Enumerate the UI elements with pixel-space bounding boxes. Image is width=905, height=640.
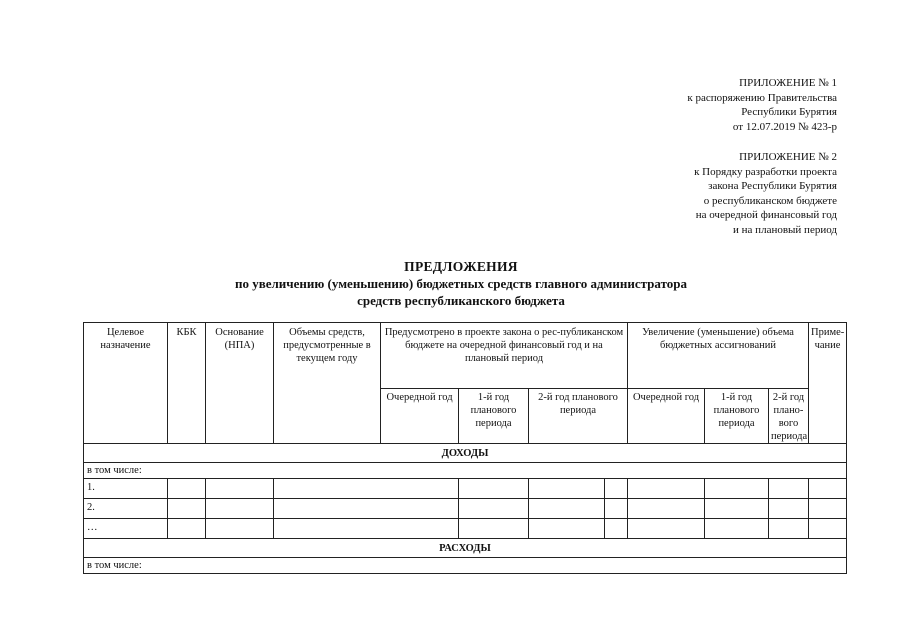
table-cell bbox=[459, 519, 529, 539]
header-planned-year-1: 1-й год планового периода bbox=[459, 389, 529, 444]
header-change-next-year: Очередной год bbox=[628, 389, 705, 444]
section-income: ДОХОДЫ bbox=[84, 444, 847, 463]
table-row bbox=[84, 499, 847, 519]
table-cell bbox=[274, 519, 459, 539]
table-cell bbox=[529, 479, 605, 499]
table-cell bbox=[168, 479, 206, 499]
table-row bbox=[84, 479, 847, 499]
header-planned-year-2: 2-й год планового периода bbox=[529, 389, 628, 444]
document-title bbox=[0, 258, 905, 309]
appendix-2-line: ПРИЛОЖЕНИЕ № 2 bbox=[739, 151, 837, 163]
table-cell bbox=[628, 519, 705, 539]
row-label: 2. bbox=[84, 499, 168, 519]
header-volumes: Объемы средств, предусмотренные в текущем году bbox=[274, 323, 381, 444]
appendix-2-line: на очередной финансовый год bbox=[695, 209, 837, 222]
table-cell bbox=[459, 499, 529, 519]
table-cell bbox=[769, 479, 809, 499]
appendix-1-line: к распоряжению Правительства bbox=[687, 91, 837, 104]
proposals-table bbox=[83, 322, 847, 574]
including-label-income: в том числе: bbox=[84, 463, 847, 479]
table-cell bbox=[605, 519, 628, 539]
table-cell bbox=[809, 499, 847, 519]
appendix-1-line: Республики Бурятия bbox=[741, 106, 837, 119]
appendix-1-line: ПРИЛОЖЕНИЕ № 1 bbox=[739, 77, 837, 89]
table-cell bbox=[459, 479, 529, 499]
table-cell bbox=[274, 499, 459, 519]
appendix-2-line: и на плановый период bbox=[733, 223, 837, 236]
table-cell bbox=[705, 479, 769, 499]
table-cell bbox=[809, 519, 847, 539]
appendix-2-line: закона Республики Бурятия bbox=[708, 180, 837, 193]
table-cell bbox=[628, 499, 705, 519]
header-kbk: КБК bbox=[168, 323, 206, 444]
table-cell bbox=[705, 519, 769, 539]
title-line-2: по увеличению (уменьшению) бюджетных средств главного администратора bbox=[234, 276, 688, 291]
header-note: Приме-чание bbox=[809, 323, 847, 444]
row-label: 1. bbox=[84, 479, 168, 499]
table-cell bbox=[769, 519, 809, 539]
header-change-year-1: 1-й год планового периода bbox=[705, 389, 769, 444]
table-cell bbox=[274, 479, 459, 499]
title-main: ПРЕДЛОЖЕНИЯ bbox=[404, 259, 518, 274]
table-cell bbox=[809, 479, 847, 499]
header-change-year-2: 2-й год плано-вого периода bbox=[769, 389, 809, 444]
table-cell bbox=[769, 499, 809, 519]
header-purpose: Целевое назначение bbox=[84, 323, 168, 444]
table-cell bbox=[168, 499, 206, 519]
appendix-2-line: о республиканском бюджете bbox=[703, 194, 837, 207]
table-cell bbox=[529, 519, 605, 539]
table-cell bbox=[628, 479, 705, 499]
table-cell bbox=[168, 519, 206, 539]
header-basis: Основание (НПА) bbox=[206, 323, 274, 444]
appendix-1-line: от 12.07.2019 № 423-р bbox=[732, 120, 837, 133]
header-planned-next-year: Очередной год bbox=[381, 389, 459, 444]
header-change-group: Увеличение (уменьшение) объема бюджетных ассигнований bbox=[628, 323, 809, 389]
section-expenses: РАСХОДЫ bbox=[84, 539, 847, 558]
title-line-3: средств республиканского бюджета bbox=[357, 293, 565, 308]
appendix-1-block bbox=[687, 76, 837, 134]
table-cell bbox=[529, 499, 605, 519]
row-label: … bbox=[84, 519, 168, 539]
table-cell bbox=[206, 499, 274, 519]
appendix-2-block bbox=[694, 150, 837, 238]
table-cell bbox=[705, 499, 769, 519]
table-cell bbox=[605, 499, 628, 519]
table-cell bbox=[206, 519, 274, 539]
table-cell bbox=[605, 479, 628, 499]
table-row bbox=[84, 519, 847, 539]
table-cell bbox=[206, 479, 274, 499]
header-planned-group: Предусмотрено в проекте закона о рес-публиканском бюджете на очередной финансовый год и на плановый период bbox=[381, 323, 628, 389]
including-label-expenses: в том числе: bbox=[84, 558, 847, 574]
appendix-2-line: к Порядку разработки проекта bbox=[694, 165, 837, 178]
